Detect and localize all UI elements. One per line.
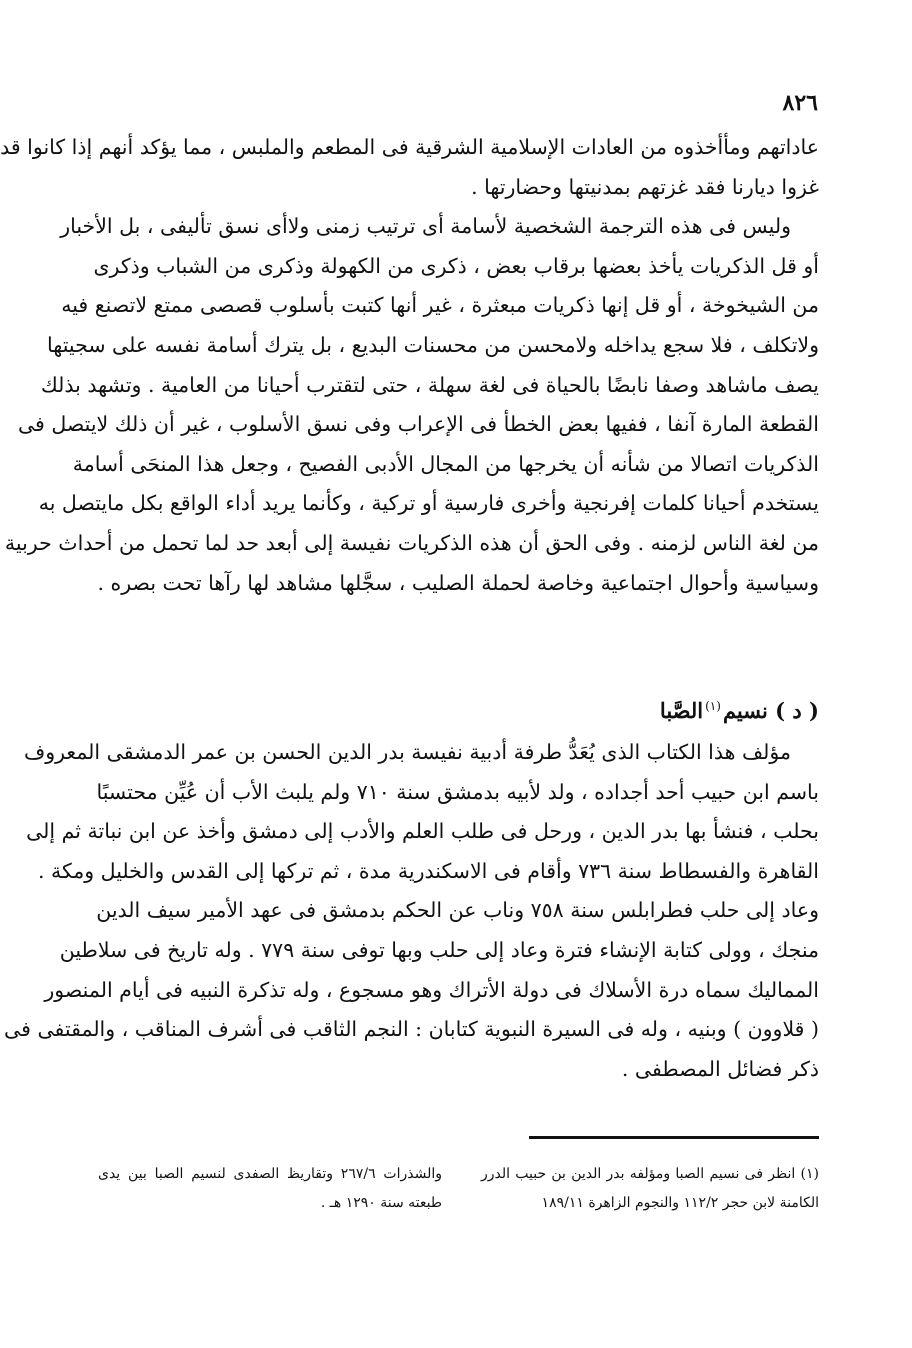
text-line: وسياسية وأحوال اجتماعية وخاصة لحملة الصليب ، سجَّلها مشاهد لها رآها تحت بصره . [97, 570, 819, 595]
footnote-column-right [481, 1160, 819, 1218]
footnote-line: الكامنة لابن حجر ١١٢/٢ والنجوم الزاهرة ١٨٩/١١ [541, 1195, 819, 1211]
section-heading-prefix: ( د ) نسيم [722, 698, 819, 723]
text-line: أو قل الذكريات يأخذ بعضها برقاب بعض ، ذكرى من الكهولة وذكرى من الشباب وذكرى [93, 253, 819, 278]
text-line: القطعة المارة آنفا ، ففيها بعض الخطأ فى الإعراب وفى نسق الأسلوب ، غير أن ذلك لايتصل فى [17, 412, 819, 437]
page-number: ٨٢٦ [782, 90, 818, 116]
text-line: ذكر فضائل المصطفى . [621, 1056, 819, 1081]
footnote-column-left [98, 1160, 442, 1218]
main-text-block [0, 128, 819, 603]
footnote-reference: (١) [705, 699, 721, 713]
text-line: ولاتكلف ، فلا سجع يداخله ولامحسن من محسنات البديع ، بل يترك أسامة نفسه على سجيتها [47, 332, 819, 357]
footnote-line: طبعته سنة ١٢٩٠ هـ . [320, 1195, 442, 1211]
section-text-block [4, 733, 819, 1089]
text-line: من لغة الناس لزمنه . وفى الحق أن هذه الذكريات نفيسة إلى أبعد حد لما تحمل من أحداث حربية [4, 530, 819, 555]
text-line: يصف ماشاهد وصفا نابضًا بالحياة فى لغة سهلة ، حتى لتقترب أحيانا من العامية . وتشهد بذلك [40, 372, 819, 397]
text-line: يستخدم أحيانا كلمات إفرنجية وأخرى فارسية أو تركية ، وكأنما يريد أداء الواقع بكل مايتصل به [38, 491, 819, 516]
text-line: غزوا ديارنا فقد غزتهم بمدنيتها وحضارتها . [471, 174, 819, 199]
text-line: وليس فى هذه الترجمة الشخصية لأسامة أى ترتيب زمنى ولاأى نسق تأليفى ، بل الأخبار [60, 214, 791, 239]
text-line: باسم ابن حبيب أحد أجداده ، ولد لأبيه بدمشق سنة ٧١٠ ولم يلبث الأب أن عُيِّن محتسبًا [96, 779, 819, 804]
text-line: ( قلاوون ) وبنيه ، وله فى السيرة النبوية كتابان : النجم الثاقب فى أشرف المناقب ، والمقتفى فى [4, 1017, 819, 1042]
text-line: مؤلف هذا الكتاب الذى يُعَدُّ طرفة أدبية نفيسة بدر الدين الحسن بن عمر الدمشقى المعروف [23, 740, 791, 764]
footnote-divider [529, 1136, 819, 1139]
footnote-line: والشذرات ٢٦٧/٦ وتقاريظ الصفدى لنسيم الصبا بين يدى [98, 1166, 442, 1182]
text-line: من الشيخوخة ، أو قل إنها ذكريات مبعثرة ، غير أنها كتبت بأسلوب قصصى ممتع لاتصنع فيه [61, 293, 819, 318]
text-line: بحلب ، فنشأ بها بدر الدين ، ورحل فى طلب العلم والأدب إلى دمشق وأخذ عن ابن نباتة ثم إلى [26, 819, 819, 844]
text-line: المماليك سماه درة الأسلاك فى دولة الأتراك وهو مسجوع ، وله تذكرة النبيه فى أيام المنصور [44, 977, 819, 1002]
text-line: عاداتهم ومأأخذوه من العادات الإسلامية الشرقية فى المطعم والملبس ، مما يؤكد أنهم إذا كانوا قد [0, 135, 819, 159]
text-line: منجك ، وولى كتابة الإنشاء فترة وعاد إلى حلب وبها توفى سنة ٧٧٩ . وله تاريخ فى سلاطين [59, 937, 819, 962]
text-line: الذكريات اتصالا من شأنه أن يخرجها من المجال الأدبى الفصيح ، وجعل هذا المنحَى أسامة [72, 451, 819, 476]
section-heading-suffix: الصَّبا [659, 698, 704, 723]
text-line: وعاد إلى حلب فطرابلس سنة ٧٥٨ وناب عن الحكم بدمشق فى عهد الأمير سيف الدين [96, 898, 819, 923]
footnote-line: (١) انظر فى نسيم الصبا ومؤلفه بدر الدين بن حبيب الدرر [481, 1166, 819, 1182]
section-heading [99, 688, 819, 729]
text-line: القاهرة والفسطاط سنة ٧٣٦ وأقام فى الاسكندرية مدة ، ثم تركها إلى القدس والخليل ومكة . [37, 858, 819, 883]
